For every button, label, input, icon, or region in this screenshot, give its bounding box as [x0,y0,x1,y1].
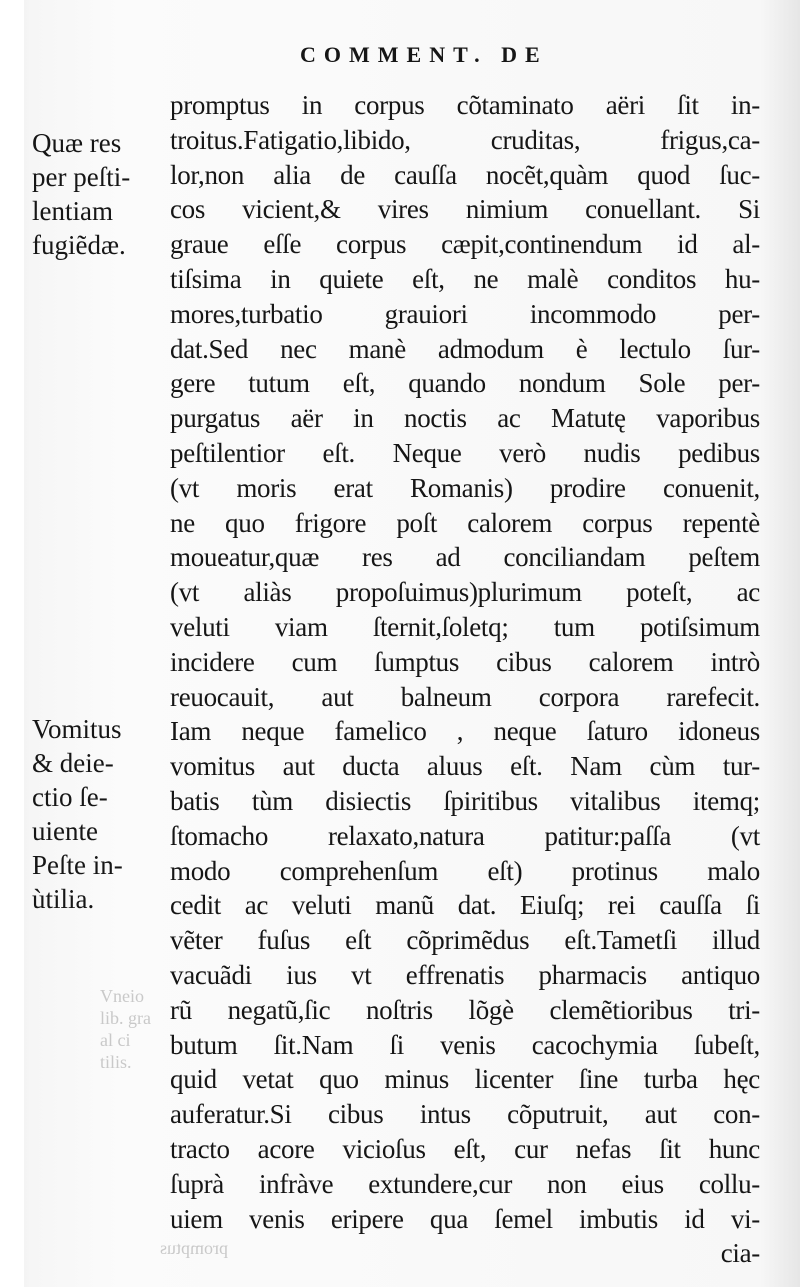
text-line: batis tùm disiectis ſpiritibus vitalibus itemq; [170,785,760,816]
text-line: cedit ac veluti manũ dat. Eiuſq; rei cauſſa ſi [170,890,760,921]
side-note-line: Quæ res [32,128,122,158]
text-line: ſuprà infràve extundere,cur non eius collu- [170,1168,760,1199]
show-through-line: Vneio [100,986,144,1006]
text-line: purgatus aër in noctis ac Matutę vaporibus [170,403,760,434]
side-note-line: fugiẽdæ. [32,230,126,260]
text-line: veluti viam ſternit,ſoletq; tum potiſsimum [170,611,760,642]
text-line: tiſsima in quiete eſt, ne malè conditos hu- [170,263,760,294]
text-line: vomitus aut ducta aluus eſt. Nam cùm tur- [170,751,760,782]
text-line: ne quo frigore poſt calorem corpus repentè [170,507,760,538]
body-text [170,88,760,1271]
catchword: cia- [720,1238,760,1269]
text-line: vacuãdi ius vt effrenatis pharmacis antiquo [170,959,760,990]
text-line: ſtomacho relaxato,natura patitur:paſſa (vt [170,820,760,851]
side-note-line: uiente [32,816,98,846]
text-line: cos vicient,& vires nimium conuellant. Si [170,194,760,225]
text-line: auferatur.Si cibus intus cõputruit, aut con- [170,1099,760,1130]
page-edge [0,0,24,1287]
text-line: tracto acore vicioſus eſt, cur nefas ſit hunc [170,1133,760,1164]
text-line: reuocauit, aut balneum corpora rarefecit. [170,681,760,712]
text-line: uiem venis eripere qua ſemel imbutis id vi- [170,1203,760,1234]
side-note-plague-avoidance [32,126,130,262]
text-line: peſtilentior eſt. Neque verò nudis pedibus [170,437,760,468]
text-line: rũ negatũ,ſic noſtris lõgè clemẽtioribus tri- [170,994,760,1025]
side-note-line: ctio ſe- [32,782,108,812]
show-through-line: lib. gra [100,1008,151,1028]
show-through-catchword: promptus [160,1238,229,1258]
text-line: dat.Sed nec manè admodum è lectulo ſur- [170,333,760,364]
text-line: (vt moris erat Romanis) prodire conuenit, [170,472,760,503]
side-note-vomiting [32,712,123,916]
show-through-line: tilis. [100,1052,132,1072]
text-line: mores,turbatio grauiori incommodo per- [170,298,760,329]
text-line: gere tutum eſt, quando nondum Sole per- [170,368,760,399]
side-note-line: lentiam [32,196,113,226]
side-note-line: ùtilia. [32,884,95,914]
side-note-line: per peſti- [32,162,131,192]
text-line: (vt aliàs propoſuimus)plurimum poteſt, ac [170,577,760,608]
text-line: graue eſſe corpus cæpit,continendum id al- [170,229,760,260]
text-line: lor,non alia de cauſſa nocẽt,quàm quod ſuc- [170,159,760,190]
text-line: butum ſit.Nam ſi venis cacochymia ſubeſt, [170,1029,760,1060]
text-line: moueatur,quæ res ad conciliandam peſtem [170,542,760,573]
side-note-line: Vomitus [32,714,122,744]
side-note-line: & deie- [32,748,114,778]
text-line: incidere cum ſumptus cibus calorem intrò [170,646,760,677]
side-note-line: Peſte in- [32,850,123,880]
text-line: modo comprehenſum eſt) protinus malo [170,855,760,886]
show-through-text [100,985,151,1073]
running-head: COMMENT. DE [300,42,548,67]
text-line: Iam neque famelico , neque ſaturo idoneus [170,716,760,747]
show-through-line: al ci [100,1030,131,1050]
text-line: quid vetat quo minus licenter ſine turba hęc [170,1064,760,1095]
text-line: vẽter fuſus eſt cõprimẽdus eſt.Tametſi illud [170,925,760,956]
text-line: promptus in corpus cõtaminato aëri ſit in- [170,90,760,120]
text-line: troitus.Fatigatio,libido, cruditas, frigus,ca- [170,124,760,155]
